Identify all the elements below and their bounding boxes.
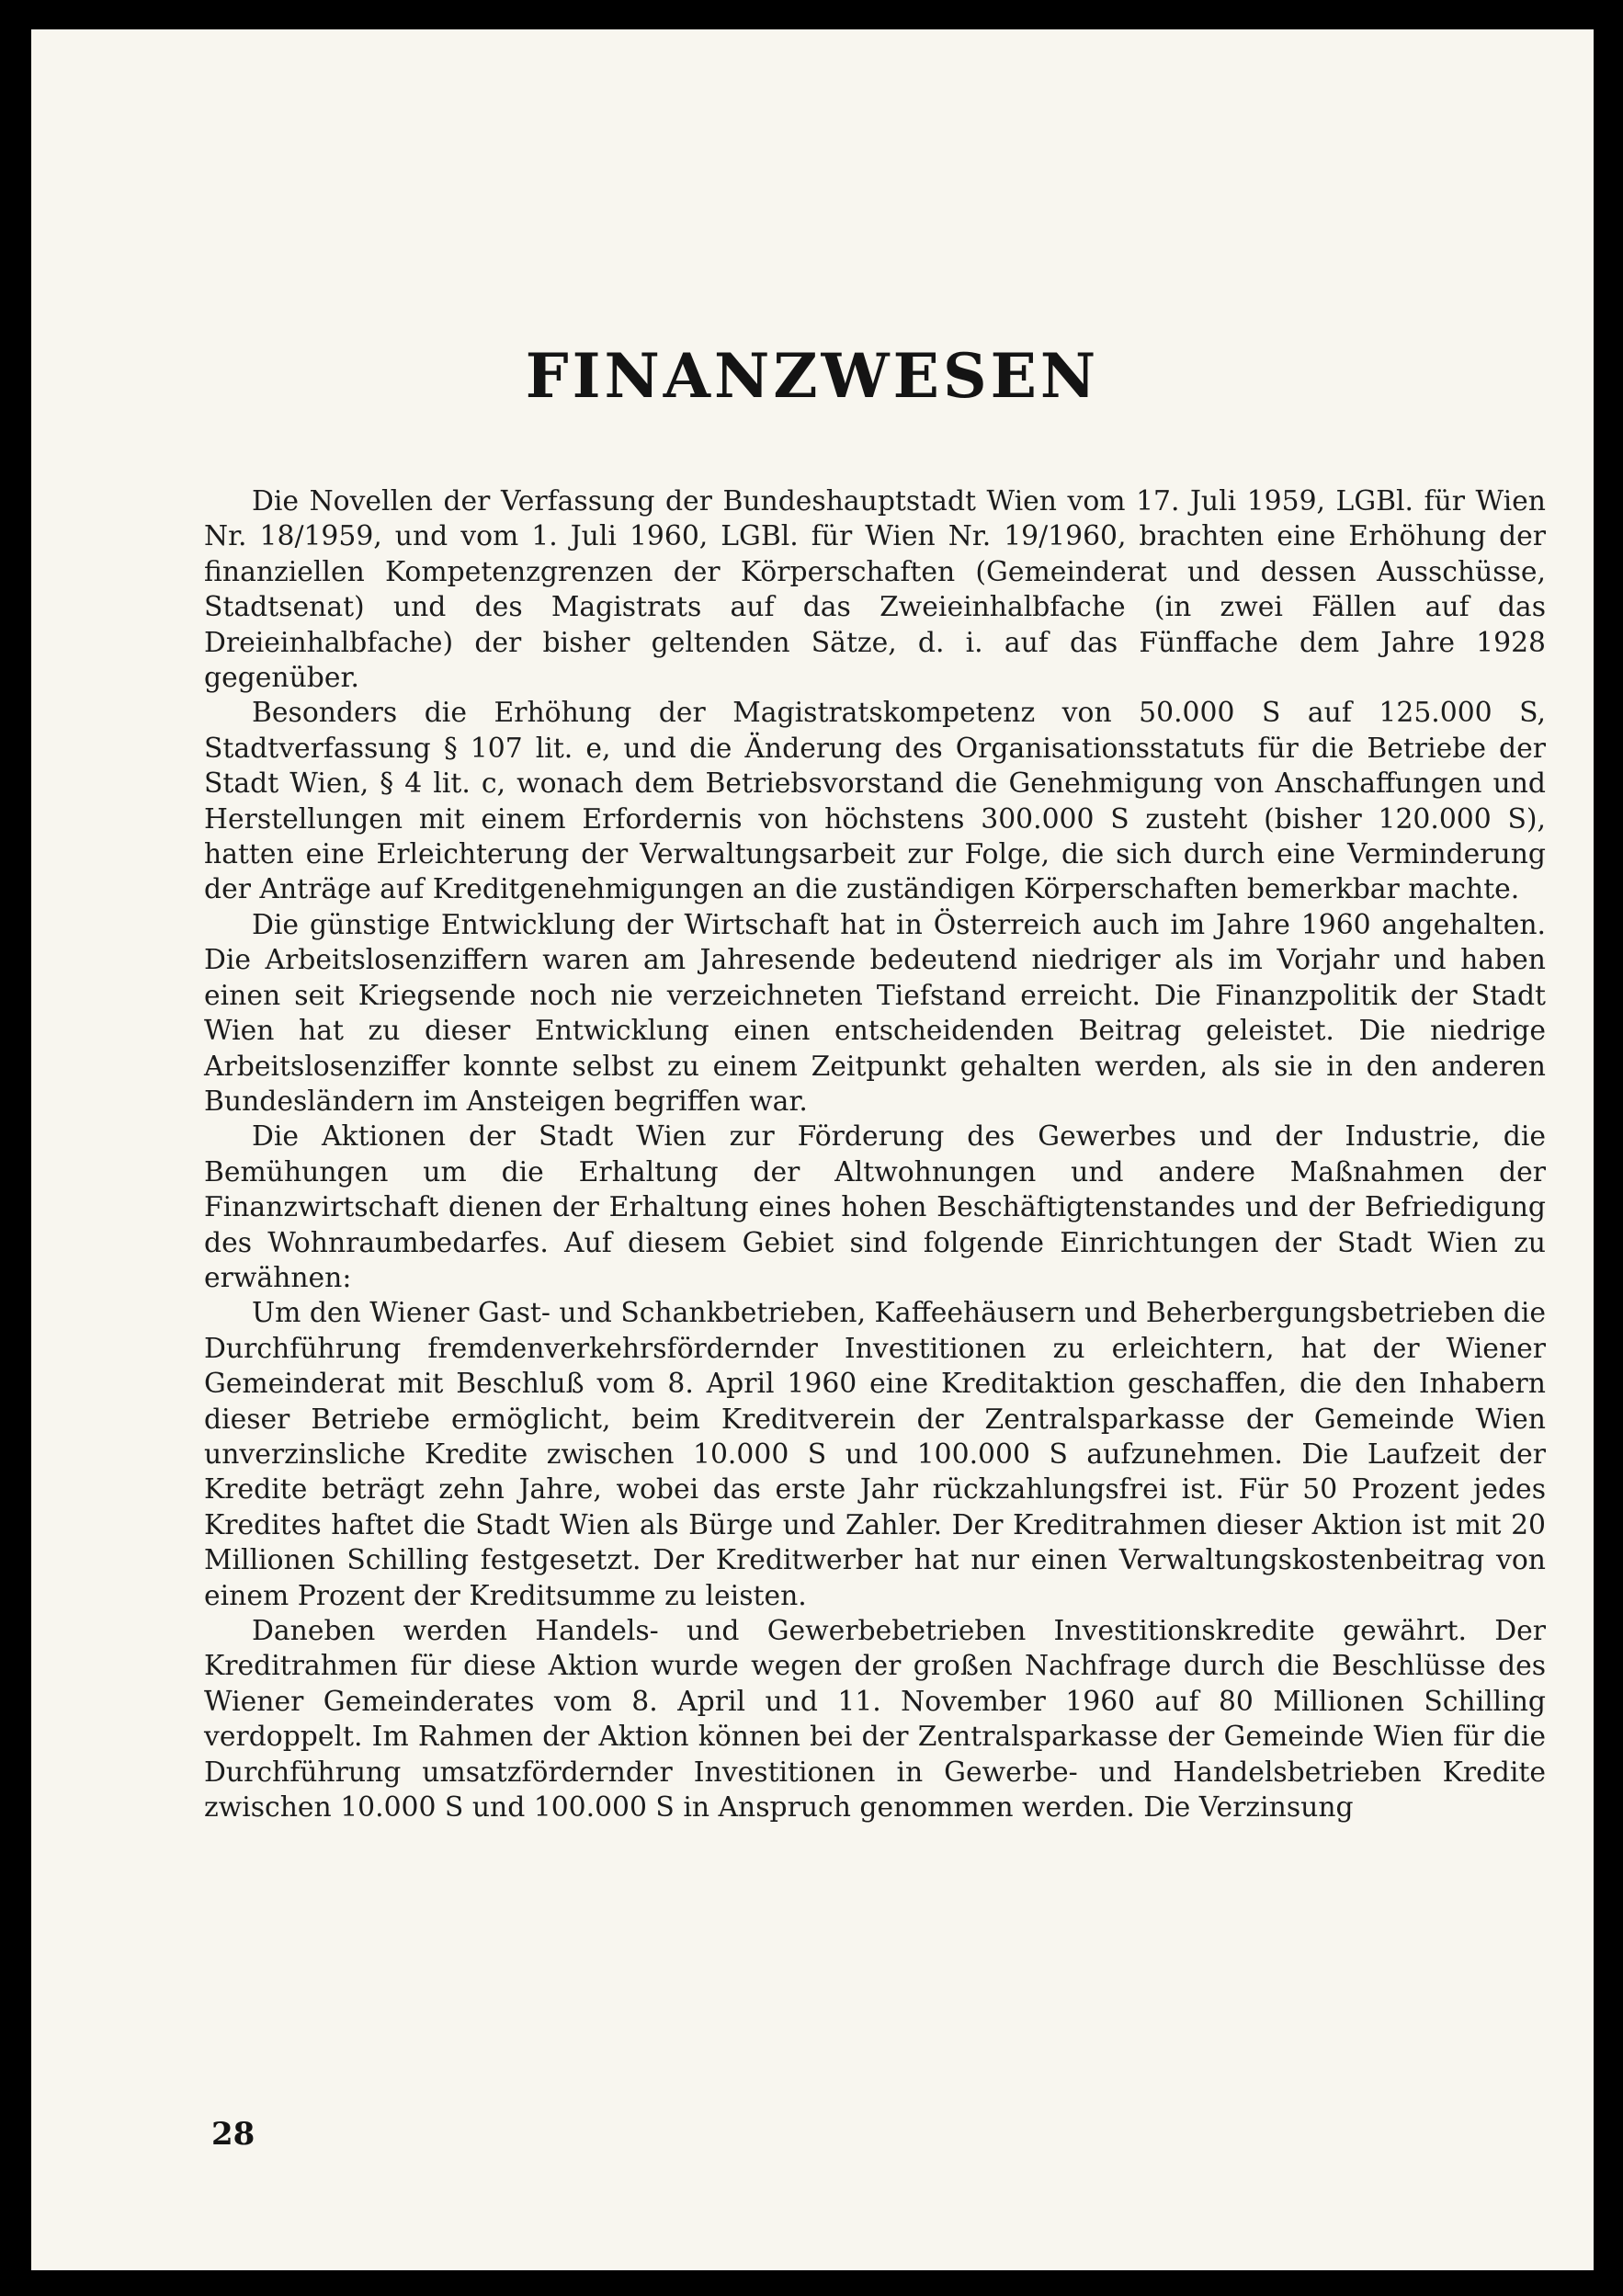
- page-title: FINANZWESEN: [525, 340, 1100, 412]
- body-text: [204, 484, 1546, 1825]
- page: [31, 29, 1594, 2270]
- paragraph: Die Novellen der Verfassung der Bundeshauptstadt Wien vom 17. Juli 1959, LGBl. für Wien Nr. 18/1959, und vom 1. Juli 1960, LGBl. für Wien Nr. 19/1960, brachten eine Erhöhung der finanziellen Kompetenzgrenzen der Körperschaften (Gemeinderat und dessen Ausschüsse, Stadtsenat) und des Magistrats auf das Zweieinhalbfache (in zwei Fällen auf das Dreieinhalbfache) der bisher geltenden Sätze, d. i. auf das Fünffache dem Jahre 1928 gegenüber.: [204, 485, 1546, 695]
- paragraph: Die günstige Entwicklung der Wirtschaft hat in Österreich auch im Jahre 1960 angehalten. Die Arbeitslosenziffern waren am Jahresende bedeutend niedriger als im Vorjahr und haben einen seit Kriegsende noch nie verzeichneten Tiefstand erreicht. Die Finanzpolitik der Stadt Wien hat zu dieser Entwicklung einen entscheidenden Beitrag geleistet. Die niedrige Arbeitslosenziffer konnte selbst zu einem Zeitpunkt gehalten werden, als sie in den anderen Bundesländern im Ansteigen begriffen war.: [204, 908, 1546, 1118]
- paragraph: Daneben werden Handels- und Gewerbebetrieben Investitionskredite gewährt. Der Kreditrahmen für diese Aktion wurde wegen der großen Nachfrage durch die Beschlüsse des Wiener Gemeinderates vom 8. April und 11. November 1960 auf 80 Millionen Schilling verdoppelt. Im Rahmen der Aktion können bei der Zentralsparkasse der Gemeinde Wien für die Durchführung umsatzfördernder Investitionen in Gewerbe- und Handelsbetrieben Kredite zwischen 10.000 S und 100.000 S in Anspruch genommen werden. Die Verzinsung: [204, 1615, 1546, 1824]
- page-number: 28: [211, 2116, 255, 2153]
- paragraph: Die Aktionen der Stadt Wien zur Förderung des Gewerbes und der Industrie, die Bemühungen um die Erhaltung der Altwohnungen und andere Maßnahmen der Finanzwirtschaft dienen der Erhaltung eines hohen Beschäftigtenstandes und der Befriedigung des Wohnraumbedarfes. Auf diesem Gebiet sind folgende Einrichtungen der Stadt Wien zu erwähnen:: [204, 1120, 1546, 1294]
- paragraph: Besonders die Erhöhung der Magistratskompetenz von 50.000 S auf 125.000 S, Stadtverfassung § 107 lit. e, und die Änderung des Organisationsstatuts für die Betriebe der Stadt Wien, § 4 lit. c, wonach dem Betriebsvorstand die Genehmigung von Anschaffungen und Herstellungen mit einem Erfordernis von höchstens 300.000 S zusteht (bisher 120.000 S), hatten eine Erleichterung der Verwaltungsarbeit zur Folge, die sich durch eine Verminderung der Anträge auf Kreditgenehmigungen an die zuständigen Körperschaften bemerkbar machte.: [204, 697, 1546, 906]
- paragraph: Um den Wiener Gast- und Schankbetrieben, Kaffeehäusern und Beherbergungsbetrieben die Durchführung fremdenverkehrsfördernder Investitionen zu erleichtern, hat der Wiener Gemeinderat mit Beschluß vom 8. April 1960 eine Kreditaktion geschaffen, die den Inhabern dieser Betriebe ermöglicht, beim Kreditverein der Zentralsparkasse der Gemeinde Wien unverzinsliche Kredite zwischen 10.000 S und 100.000 S aufzunehmen. Die Laufzeit der Kredite beträgt zehn Jahre, wobei das erste Jahr rückzahlungsfrei ist. Für 50 Prozent jedes Kredites haftet die Stadt Wien als Bürge und Zahler. Der Kreditrahmen dieser Aktion ist mit 20 Millionen Schilling festgesetzt. Der Kreditwerber hat nur einen Verwaltungskostenbeitrag von einem Prozent der Kreditsumme zu leisten.: [204, 1297, 1546, 1612]
